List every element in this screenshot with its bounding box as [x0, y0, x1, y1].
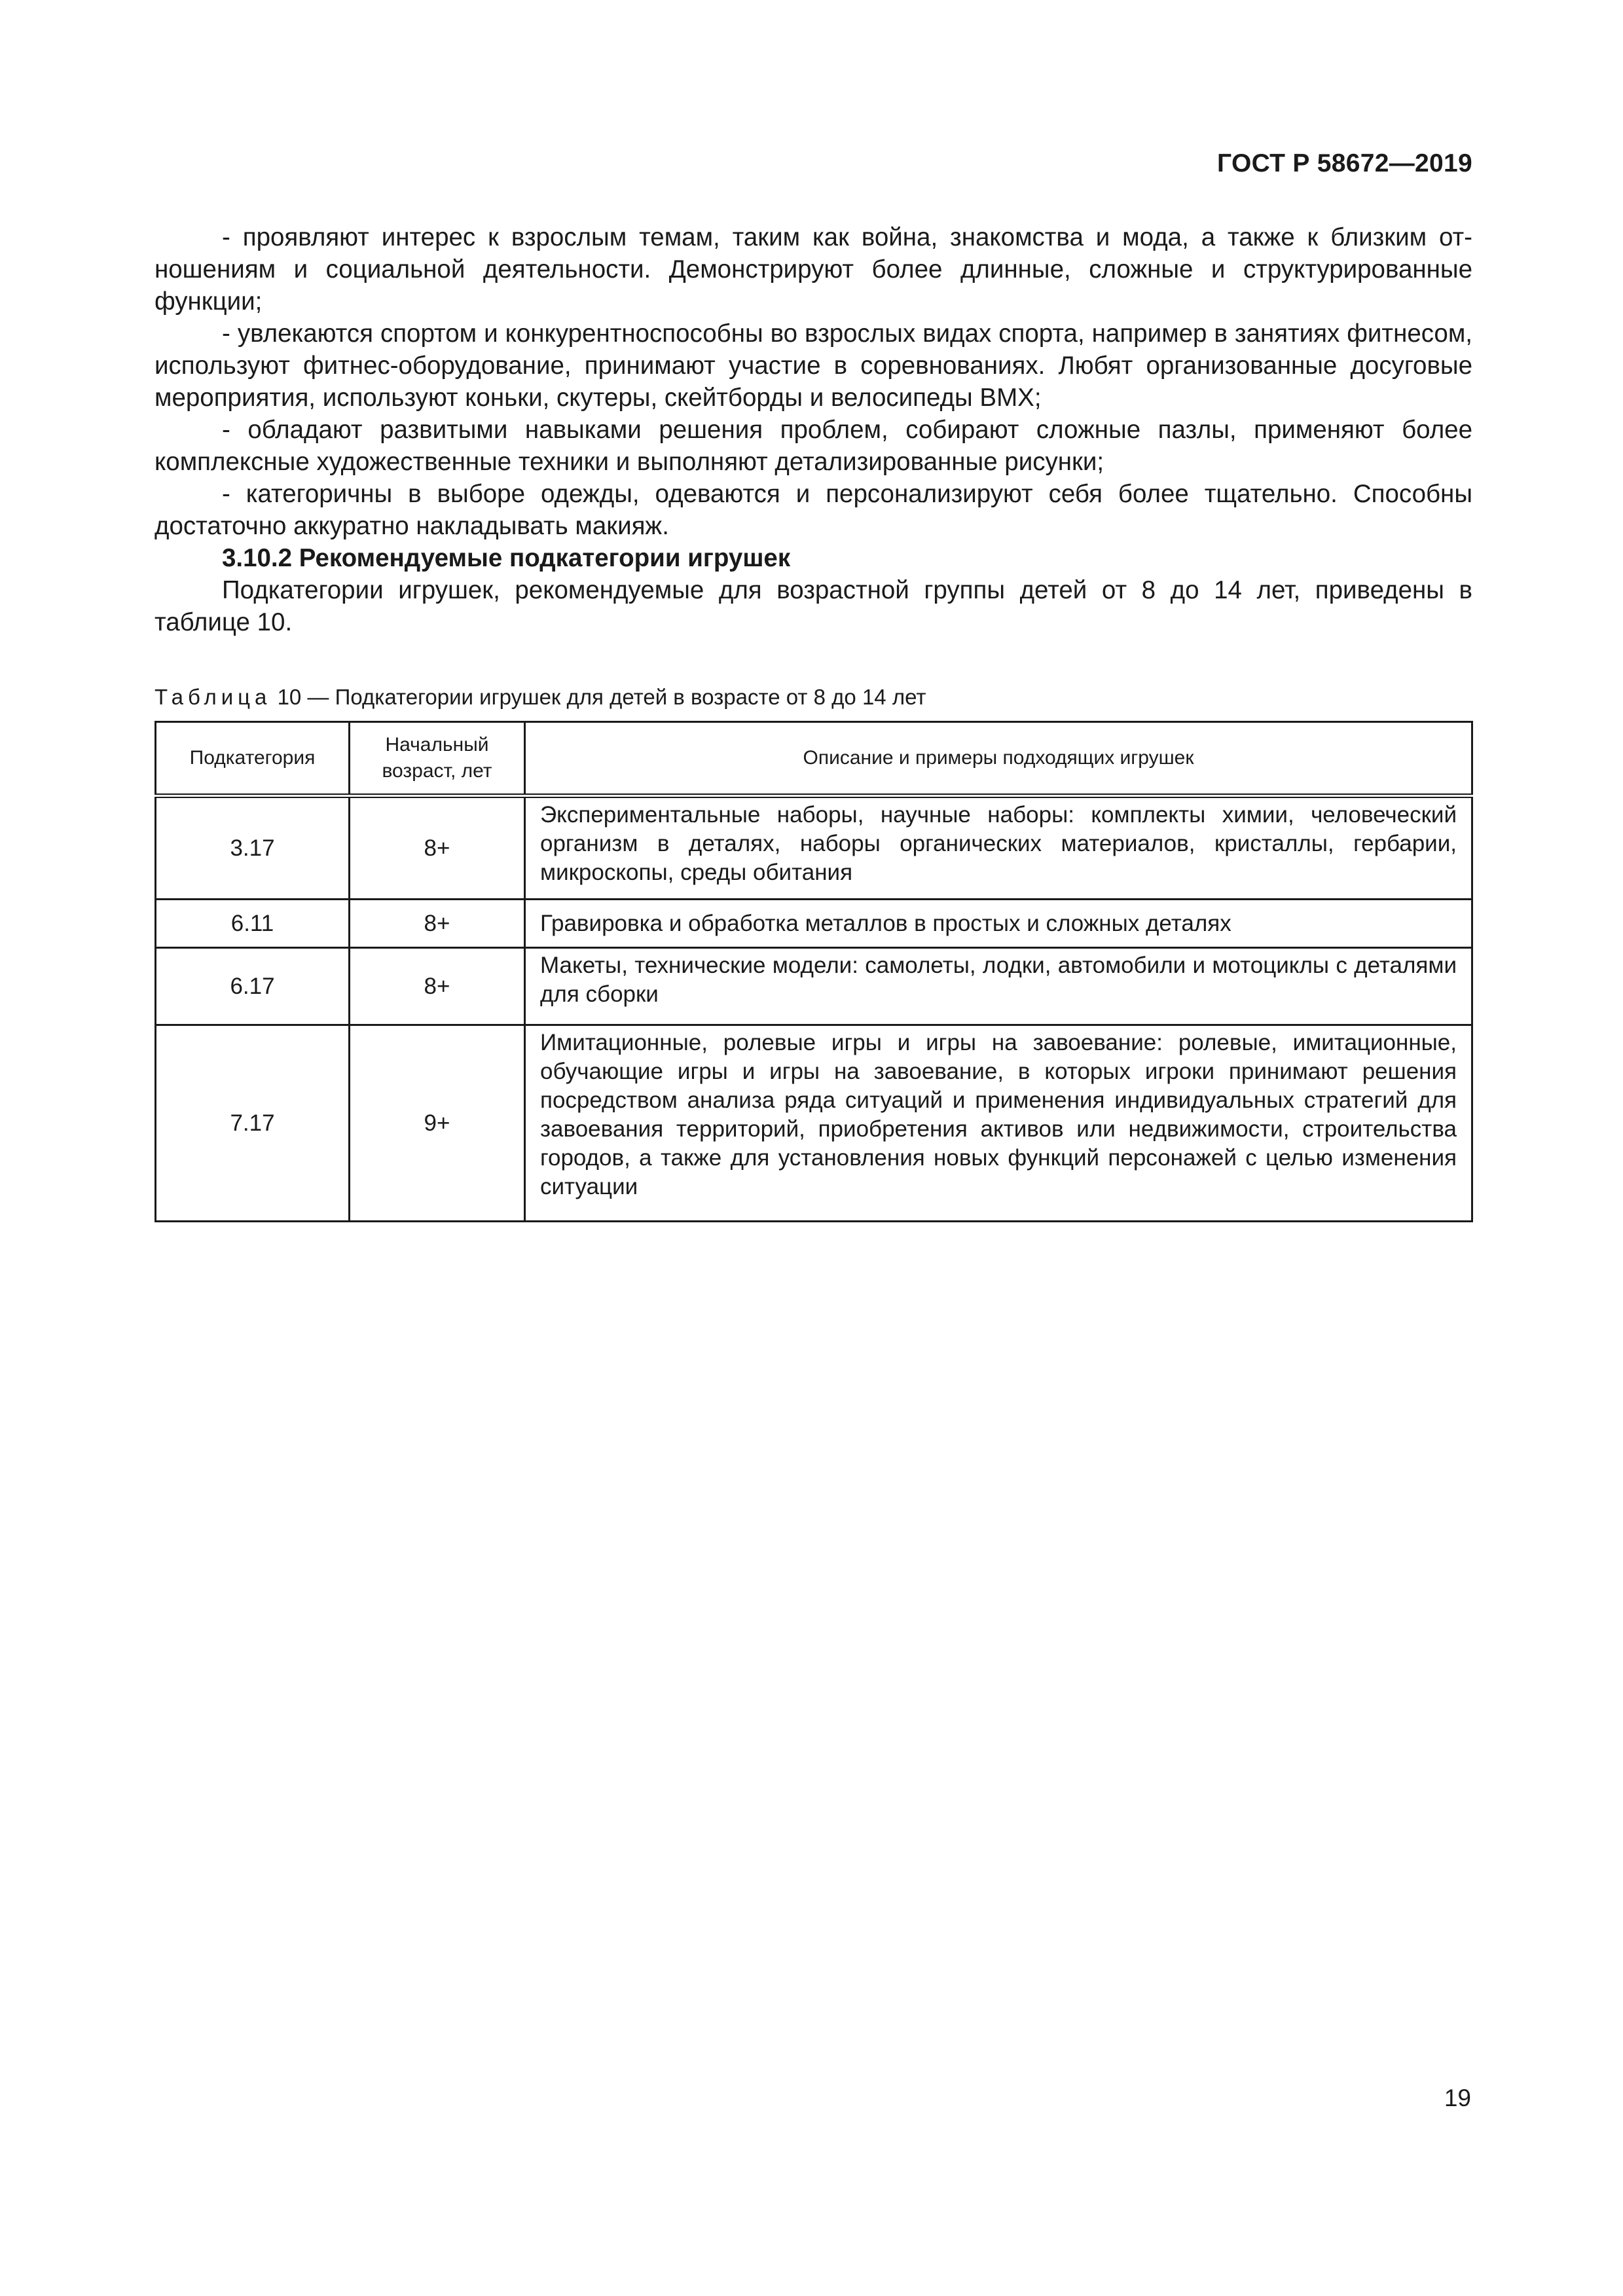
page-number: 19	[1444, 2085, 1471, 2111]
cell-age: 8+	[350, 900, 525, 948]
paragraph: - категоричны в выборе одежды, одеваются и персонализируют себя более тщательно. Способны достаточно аккуратно накладывать макияж.	[155, 480, 1472, 540]
table-caption-text: 10 — Подкатегории игрушек для детей в возрасте от 8 до 14 лет	[277, 685, 926, 709]
paragraph: - увлекаются спортом и конкурентноспособны во взрослых видах спорта, например в занятиях фитнесом, используют фитнес-оборудование, принимают участие в соревнованиях. Любят организованные досуговые мероприятия, используют коньки, скутеры, скейтборды и велосипеды ВМХ;	[155, 319, 1472, 412]
cell-description: Гравировка и обработка металлов в простых и сложных деталях	[525, 900, 1472, 948]
header-age: Начальный возраст, лет	[350, 722, 525, 796]
cell-subcategory: 7.17	[156, 1025, 350, 1222]
table-header-row	[156, 722, 1472, 796]
header-subcategory: Подкатегория	[156, 722, 350, 796]
header-description: Описание и примеры подходящих игрушек	[525, 722, 1472, 796]
section-heading: 3.10.2 Рекомендуемые подкатегории игрушек	[222, 544, 791, 572]
cell-description: Экспериментальные наборы, научные наборы: комплекты химии, человеческий организм в деталях, наборы органических материалов, кристаллы, гербарии, микроскопы, среды обитания	[525, 796, 1472, 900]
table-row	[156, 948, 1472, 1025]
cell-age: 9+	[350, 1025, 525, 1222]
cell-description: Макеты, технические модели: самолеты, лодки, автомобили и мотоциклы с деталями для сборки	[525, 948, 1472, 1025]
table-caption-label: Таблица	[155, 685, 272, 709]
cell-age: 8+	[350, 948, 525, 1025]
paragraph: - обладают развитыми навыками решения проблем, собирают сложные пазлы, применяют более комплексные художественные техники и выполняют детализированные рисунки;	[155, 416, 1472, 476]
paragraph: - проявляют интерес к взрослым темам, таким как война, знакомства и мода, а также к близким отношениям и социальной деятельности. Демонстрируют более длинные, сложные и структурированные функции;	[155, 223, 1472, 316]
table-row	[156, 900, 1472, 948]
cell-age: 8+	[350, 796, 525, 900]
section-paragraph: Подкатегории игрушек, рекомендуемые для возрастной группы детей от 8 до 14 лет, приведены в таблице 10.	[155, 576, 1472, 636]
cell-subcategory: 3.17	[156, 796, 350, 900]
body-text	[155, 221, 1472, 638]
cell-subcategory: 6.17	[156, 948, 350, 1025]
subcategories-table	[155, 721, 1473, 1222]
table-row	[156, 1025, 1472, 1222]
table-caption	[155, 684, 926, 710]
table-row	[156, 796, 1472, 900]
document-header: ГОСТ Р 58672—2019	[1217, 149, 1472, 177]
cell-subcategory: 6.11	[156, 900, 350, 948]
cell-description: Имитационные, ролевые игры и игры на завоевание: ролевые, имитационные, обучающие игры и игры на завоевание, в которых игроки принимают решения посредством анализа ряда ситуаций и применения индивидуальных стратегий для завоевания территорий, приобретения активов или недвижимости, строительства городов, а также для установления новых функций персонажей с целью изменения ситуации	[525, 1025, 1472, 1222]
